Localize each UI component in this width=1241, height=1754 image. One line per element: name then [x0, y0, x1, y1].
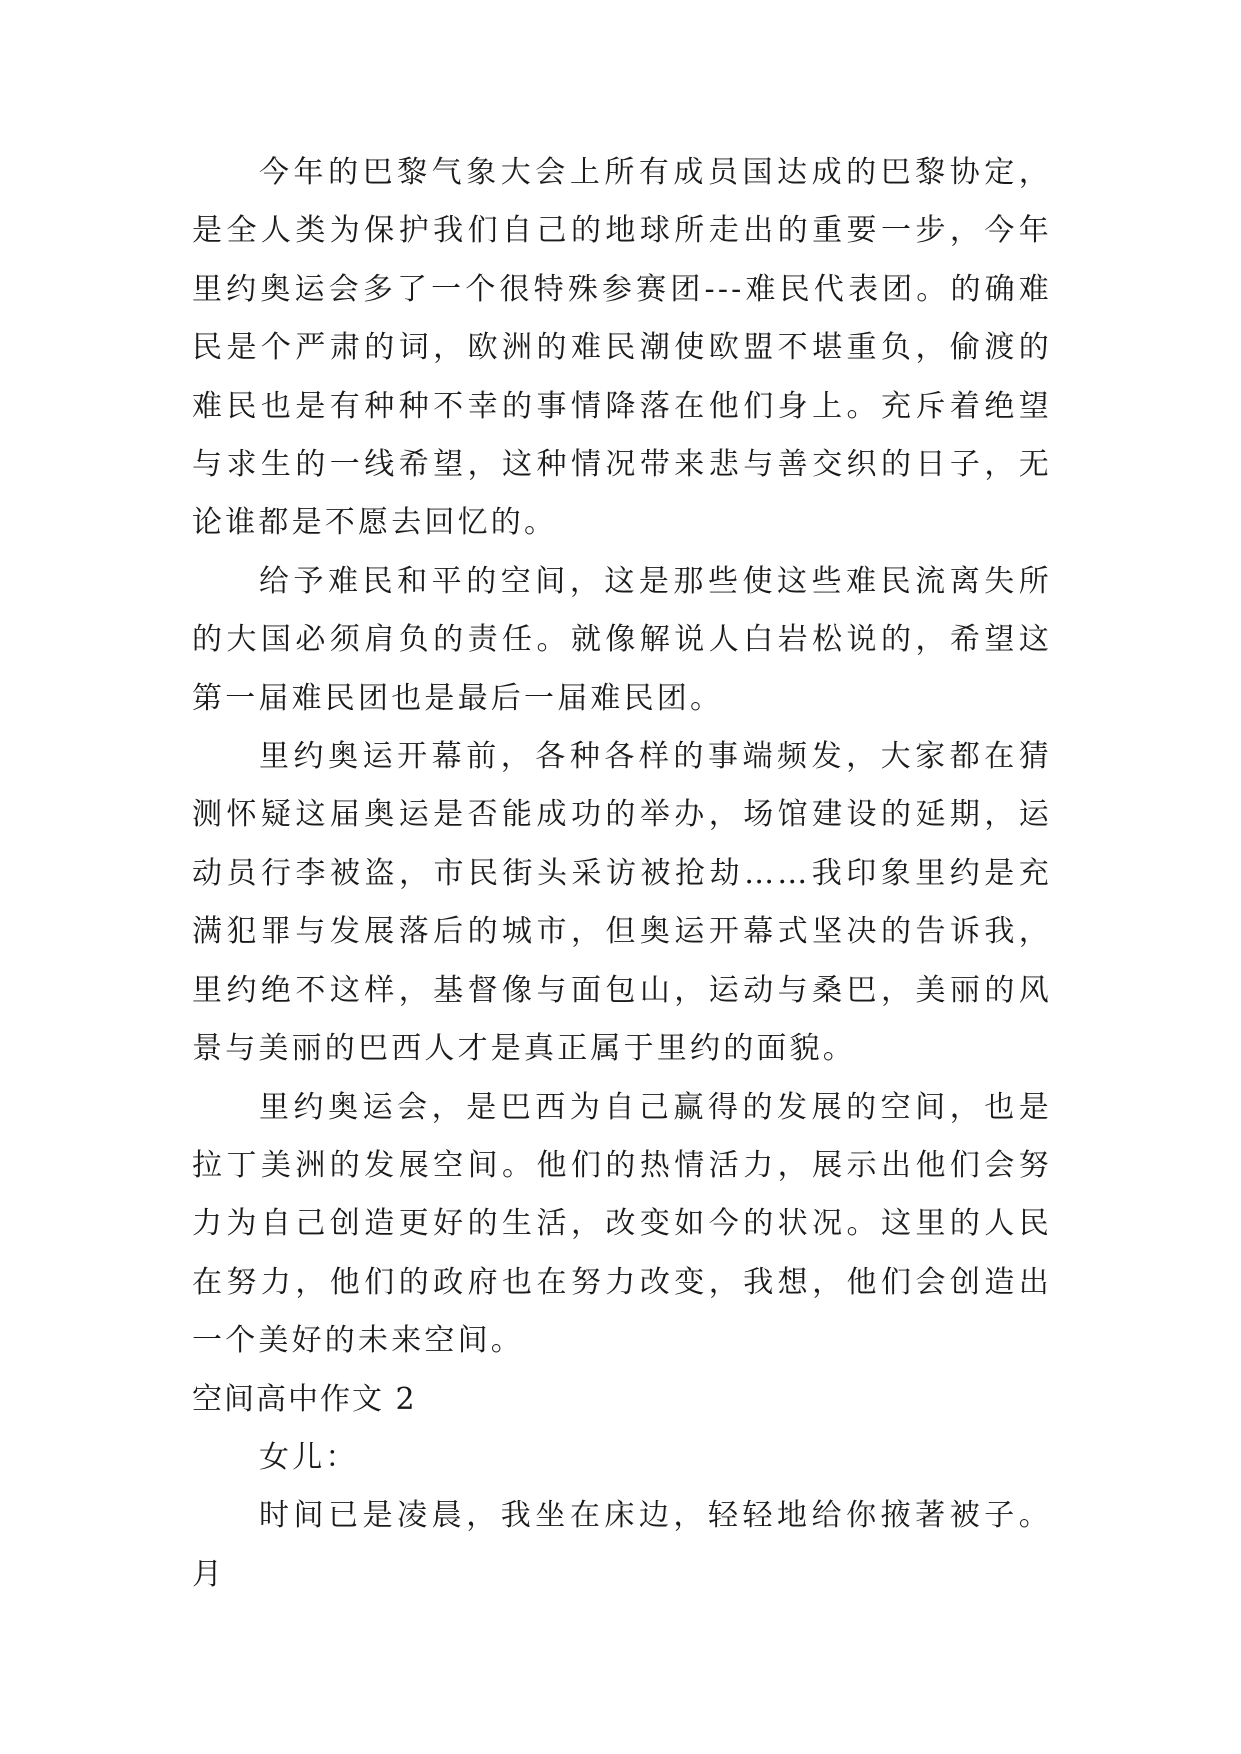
paragraph-rio-opening: 里约奥运开幕前，各种各样的事端频发，大家都在猜测怀疑这届奥运是否能成功的举办，场馆建设的延期，运动员行李被盗，市民街头采访被抢劫……我印象里约是充满犯罪与发展落后的城市，但奥运开幕式坚决的告诉我，里约绝不这样，基督像与面包山，运动与桑巴，美丽的风景与美丽的巴西人才是真正属于里约的面貌。 — [192, 739, 1052, 1067]
section-heading: 空间高中作文 2 — [192, 1381, 417, 1417]
letter-salutation: 女儿： — [259, 1439, 359, 1475]
paragraph-rio-development: 里约奥运会，是巴西为自己赢得的发展的空间，也是拉丁美洲的发展空间。他们的热情活力，展示出他们会努力为自己创造更好的生活，改变如今的状况。这里的人民在努力，他们的政府也在努力改变，我想，他们会创造出一个美好的未来空间。 — [192, 1089, 1052, 1359]
paragraph-letter-opening: 时间已是凌晨，我坐在床边，轻轻地给你掖著被子。月 — [192, 1498, 1052, 1592]
document-page — [192, 144, 1052, 1604]
paragraph-peaceful-space: 给予难民和平的空间，这是那些使这些难民流离失所的大国必须肩负的责任。就像解说人白岩松说的，希望这第一届难民团也是最后一届难民团。 — [192, 563, 1052, 716]
paragraph-paris-agreement: 今年的巴黎气象大会上所有成员国达成的巴黎协定，是全人类为保护我们自己的地球所走出的重要一步，今年里约奥运会多了一个很特殊参赛团---难民代表团。的确难民是个严肃的词，欧洲的难民潮使欧盟不堪重负，偷渡的难民也是有种种不幸的事情降落在他们身上。充斥着绝望与求生的一线希望，这种情况带来悲与善交织的日子，无论谁都是不愿去回忆的。 — [192, 155, 1052, 541]
